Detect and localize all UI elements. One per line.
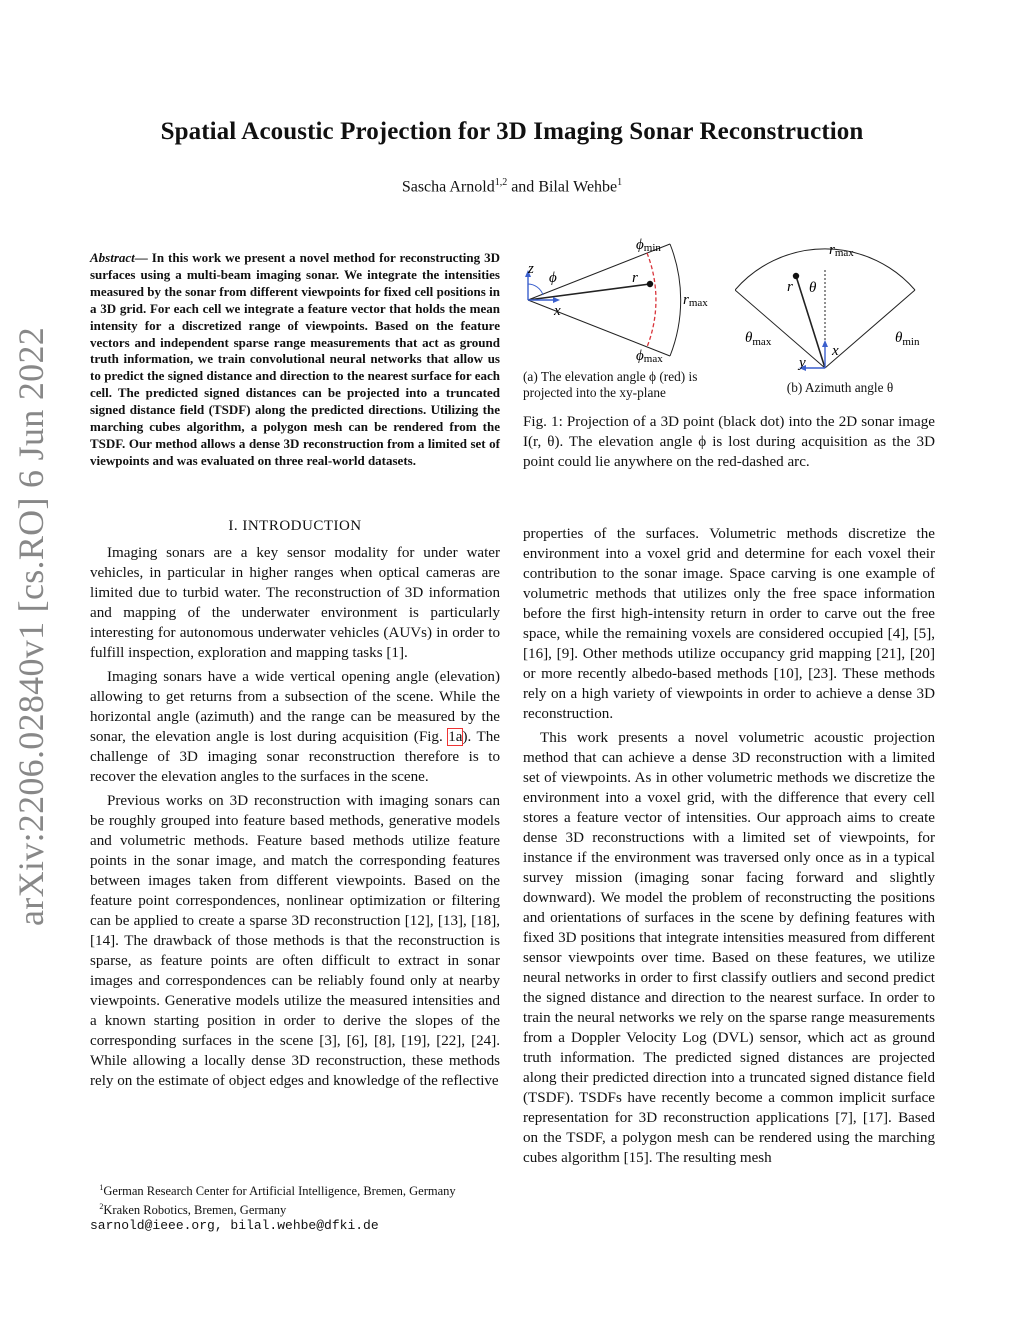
fig1b-label-r: r: [787, 279, 793, 295]
intro-paragraph-2-end: ). The challenge of 3D imaging sonar reconstruction therefore is to recover the elevation angles to the surfaces in the scene.: [90, 729, 500, 785]
fig1b-left-boundary: [735, 290, 825, 368]
fig1a-lower-boundary: [528, 300, 670, 356]
fig1a-range-line: [528, 284, 650, 300]
abstract-lead: Abstract: [90, 250, 135, 265]
intro-paragraph-1: Imaging sonars are a key sensor modality for under water vehicles, in particular in higher ranges when optical cameras are limited due to turbid water. The reconstruction of 3D information and mapping of the underwater environment is particularly interesting for autonomous underwater vehicles (AUVs) in order to fulfill inspection, exploration and mapping tasks [1].: [90, 545, 500, 661]
footnote-affiliation-1: [90, 1180, 510, 1199]
author-1: Sascha Arnold: [401, 178, 495, 196]
figure-reference-link[interactable]: 1a: [448, 729, 463, 745]
fig1b-label-thetamax: $\theta_{max}$: [745, 330, 772, 348]
intro-right-column: [523, 524, 935, 1168]
arxiv-identifier: arXiv:2206.02840v1 [cs.RO] 6 Jun 2022: [11, 326, 51, 926]
abstract: [90, 250, 500, 470]
intro-paragraph-2: [90, 667, 500, 787]
fig1b-x-arrow: [822, 340, 828, 347]
fig1a-label-r: r: [632, 270, 638, 286]
footnotes: [90, 1180, 510, 1233]
paper-title: Spatial Acoustic Projection for 3D Imaging Sonar Reconstruction: [160, 118, 864, 145]
intro-right-paragraph-2: This work presents a novel volumetric acoustic projection method that can achieve a dense 3D reconstruction with a limited set of viewpoints. As in other volumetric methods we discretize the environment into a voxel grid, with the difference that every cell stores a feature vector of intensities. Our approach aims to create dense 3D reconstructions with a limited set of viewpoints, for instance if the environment was traversed only once as in a typical survey mission (imaging sonar facing forward and slightly downward). We model the problem of reconstructing the positions and orientations of surfaces in the scene by defining features with fixed 3D positions that integrate intensities measured from different sensor viewpoints over time. Based on these features, we utilize neural networks in order to first classify outliers and second predict the signed distance and direction to the nearest surface. In order to train the neural networks we rely on the sparse range measurements from a Doppler Velocity Log (DVL) sensor, which act as ground truth information. The predicted signed distances are projected along their predicted direction into a truncated signed distance field (TSDF). TSDFs have recently become a common implicit surface representation for 3D reconstruction applications [7], [17]. Based on the TSDF, a polygon mesh can be rendered using the marching cubes algorithm [15]. The resulting mesh: [523, 730, 935, 1166]
abstract-text: In this work we present a novel method for reconstructing 3D surfaces using a multi-beam imaging sonar. We integrate the intensities measured by the sonar from different viewpoints for fixed cell positions in a 3D grid. For each cell we integrate a feature vector that holds the mean intensity for a discretized range of viewpoints. Based on the feature vectors and independent sparse range measurements that act as ground truth information, we train convolutional neural networks that allow us to predict the signed distance and direction to the nearest surface for each cell. The predicted signed distances can be projected into a truncated signed distance field (TSDF) along the predicted directions. Utilizing the marching cubes algorithm, a polygon mesh can be rendered from the TSDF. Our method allows a dense 3D reconstruction from a limited set of viewpoints and was evaluated on three real-world datasets.: [90, 250, 500, 468]
fig1b-label-x: x: [832, 343, 839, 359]
fig1a-label-phimax: ϕmax: [636, 348, 663, 365]
figure-1-caption: Fig. 1: Projection of a 3D point (black dot) into the 2D sonar image I(r, θ). The elevation angle ϕ is lost during acquisition as the 3D point could lie anywhere on the red-dashed arc.: [523, 414, 935, 470]
author-joiner: and: [507, 178, 539, 196]
figure-1a-caption: (a) The elevation angle ϕ (red) is projected into the xy-plane: [523, 369, 698, 400]
footnote-1-mark: 1: [99, 1183, 104, 1192]
footnote-2-text: Kraken Robotics, Bremen, Germany: [103, 1203, 287, 1218]
intro-paragraph-2-start: Imaging sonars have a wide vertical opening angle (elevation) allowing to get returns from a subsection of the scene. While the horizontal angle (azimuth) and the range can be measured by the sonar, the elevation angle is lost during acquisition (Fig.: [90, 669, 500, 745]
intro-left-column: [90, 543, 500, 1091]
footnote-affiliation-2: [90, 1199, 510, 1218]
abstract-dash: —: [134, 250, 148, 265]
fig1b-label-thetamin: $\theta_{min}$: [895, 330, 920, 348]
footnote-1-text: German Research Center for Artificial Intelligence, Bremen, Germany: [103, 1184, 456, 1199]
author-1-affiliation: 1,2: [494, 177, 508, 188]
fig1b-label-rmax: rmax: [829, 242, 854, 259]
footnote-2-mark: 2: [99, 1202, 104, 1212]
section-heading-introduction: I. INTRODUCTION: [228, 518, 362, 534]
author-2-affiliation: 1: [617, 177, 623, 188]
author-2: Bilal Wehbe: [538, 178, 618, 196]
author-emails: sarnold@ieee.org, bilal.wehbe@dfki.de: [90, 1218, 379, 1234]
fig1a-label-phi: ϕ: [549, 270, 557, 286]
fig1a-label-x: x: [554, 303, 561, 319]
fig1b-label-theta: θ: [809, 280, 817, 296]
intro-right-paragraph-1: properties of the surfaces. Volumetric methods discretize the environment into a voxel grid and determine for each voxel their contribution to the sonar image. Space carving is one example of volumetric methods that utilizes only the free space information before the first high-intensity return in order to carve out the free space, while the remaining voxels are considered occupied [4], [5], [16], [9]. Other methods utilize occupancy grid mapping [21], [20] or more recently albedo-based methods [10], [23]. These methods rely on a high variety of viewpoints in order to achieve a dense 3D reconstruction.: [523, 526, 935, 722]
fig1a-phi-arc: [528, 284, 543, 295]
fig1b-point: [793, 273, 799, 279]
fig1b-label-y: y: [799, 355, 806, 371]
fig1a-elevation-arc: [647, 253, 656, 347]
fig1a-rmax-arc: [670, 244, 681, 356]
fig1a-label-rmax: rmax: [683, 292, 708, 309]
author-line: [0, 177, 1024, 196]
figure-1a-elevation-diagram: [520, 232, 720, 367]
fig1a-point: [647, 281, 653, 287]
fig1a-label-z: z: [528, 261, 534, 277]
figure-1b-azimuth-diagram: [735, 238, 935, 373]
fig1a-label-phimin: ϕmin: [636, 237, 661, 254]
intro-paragraph-3: Previous works on 3D reconstruction with imaging sonars can be roughly grouped into feature based methods, generative models and volumetric methods. Feature based methods utilize feature points in the sonar image, and match the corresponding features between images taken from different viewpoints. Based on the feature point correspondences, nonlinear optimization or filtering can be applied to create a sparse 3D reconstruction [12], [13], [18], [14]. The drawback of those methods is that the reconstruction is sparse, as feature points are often difficult to extract in sonar images and correspondences can be reliably found only at nearby viewpoints. Generative models utilize the measured intensities and a known starting position in order to derive the slopes of the corresponding surfaces in the scene [3], [6], [8], [19], [22], [24]. While allowing a locally dense 3D reconstruction, these methods rely on the estimate of object edges and knowledge of the reflective: [90, 793, 500, 1089]
figure-1b-caption: (b) Azimuth angle θ: [786, 380, 894, 395]
